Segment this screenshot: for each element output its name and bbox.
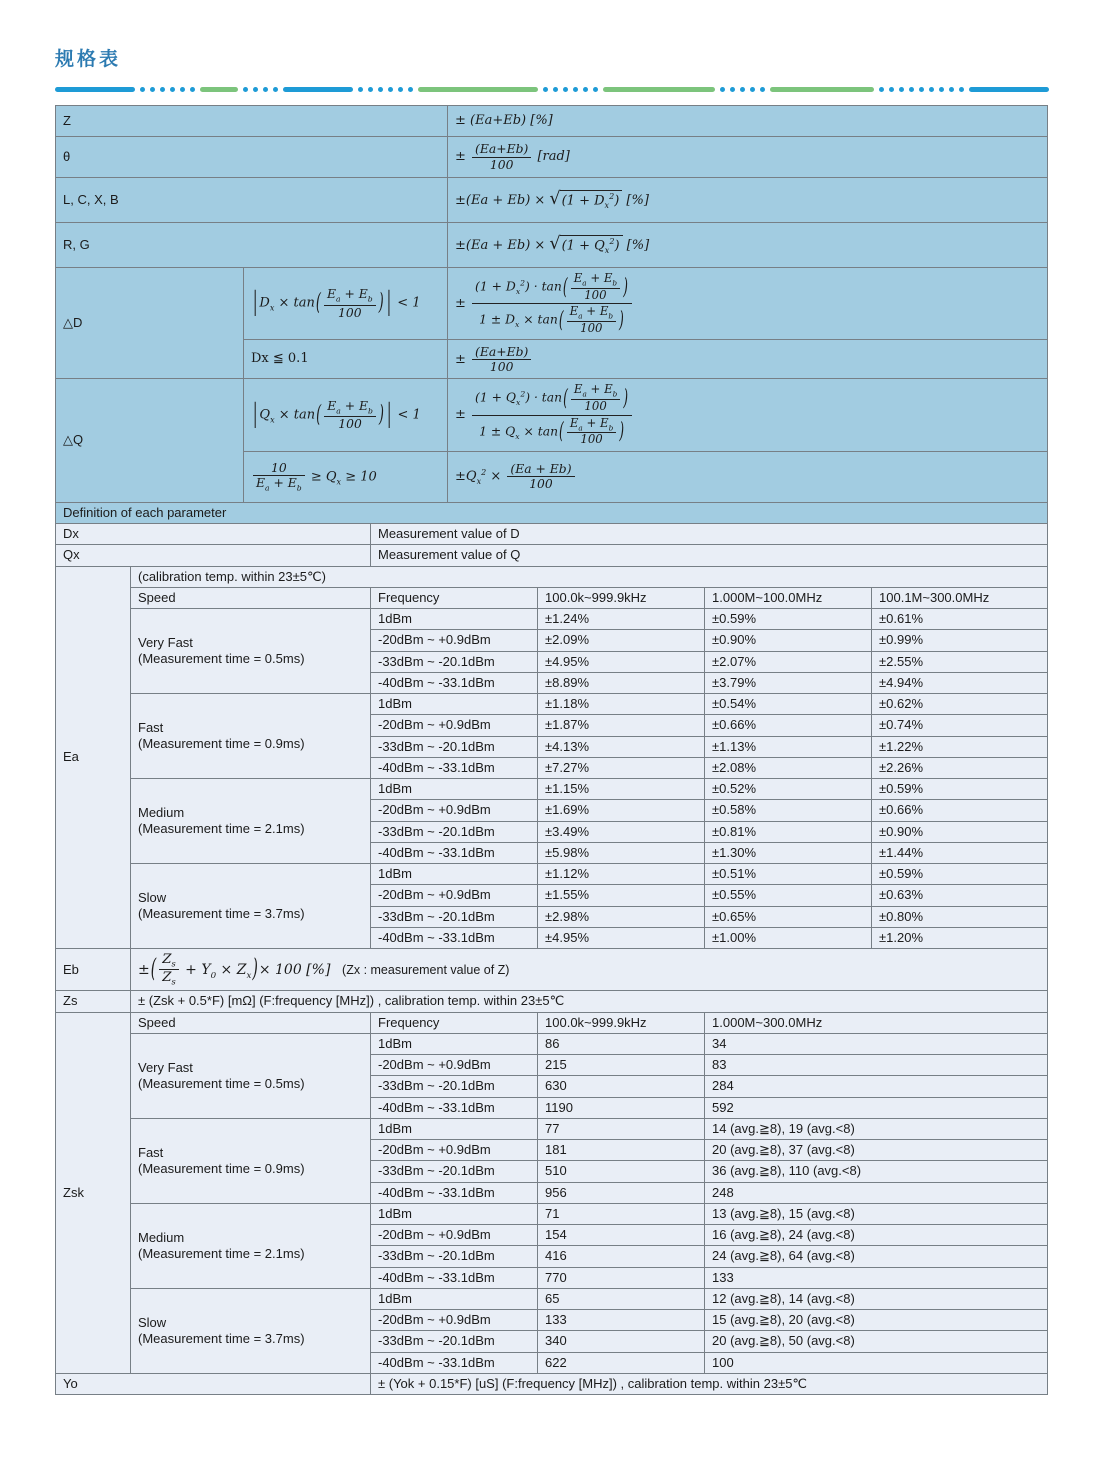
divider-dot — [263, 87, 268, 92]
level-cell: -20dBm ~ +0.9dBm — [371, 715, 538, 736]
formula-cell — [131, 949, 1048, 991]
divider-dot — [388, 87, 393, 92]
divider-dot — [398, 87, 403, 92]
speed-cell — [131, 1203, 371, 1288]
value-cell: 133 — [705, 1267, 1048, 1288]
value-cell: ±0.90% — [705, 630, 872, 651]
value-cell: ±0.62% — [872, 694, 1048, 715]
divider-dot — [720, 87, 725, 92]
level-cell: -40dBm ~ -33.1dBm — [371, 1097, 538, 1118]
value-cell: 416 — [538, 1246, 705, 1267]
column-header: 100.1M~300.0MHz — [872, 587, 1048, 608]
value-cell: 770 — [538, 1267, 705, 1288]
param-label: Eb — [56, 949, 131, 991]
ea-header-row — [56, 587, 1048, 608]
ea-section — [56, 566, 1048, 949]
term-cell: Dx — [56, 524, 371, 545]
eb-formula: ±( $\frac{Z_s}{Z_s}$ + $Y_0 \times Z_x)\times 100$ [%] — [138, 952, 331, 987]
description-cell: Measurement value of D — [371, 524, 1048, 545]
zsk-header-row — [56, 1012, 1048, 1033]
measurement-time: (Measurement time = 0.5ms) — [138, 651, 305, 666]
value-cell: ±0.59% — [872, 864, 1048, 885]
value-cell: ±3.49% — [538, 821, 705, 842]
value-cell: ±4.95% — [538, 651, 705, 672]
value-cell: 20 (avg.≧8), 50 (avg.<8) — [705, 1331, 1048, 1352]
measurement-time: (Measurement time = 3.7ms) — [138, 1330, 305, 1346]
value-cell: ±1.00% — [705, 927, 872, 948]
level-cell: 1dBm — [371, 694, 538, 715]
value-cell: ±1.13% — [705, 736, 872, 757]
param-label: △D — [56, 268, 244, 379]
speed-cell — [131, 1288, 371, 1373]
value-cell: 340 — [538, 1331, 705, 1352]
value-cell: ±0.63% — [872, 885, 1048, 906]
param-formula: ±(Ea + Eb) × √ $(1 + Q_x^2)$ [%] — [448, 223, 1048, 268]
level-cell: 1dBm — [371, 1288, 538, 1309]
value-cell: ±1.55% — [538, 885, 705, 906]
param-label: Z — [56, 106, 448, 137]
yo-row — [56, 1373, 1048, 1394]
level-cell: -40dBm ~ -33.1dBm — [371, 1267, 538, 1288]
divider-dot — [543, 87, 548, 92]
value-cell: 100 — [705, 1352, 1048, 1373]
measurement-time: (Measurement time = 0.9ms) — [138, 1160, 305, 1176]
ea-calibration-row — [56, 566, 1048, 587]
speed-name: Very Fast — [138, 634, 193, 650]
value-cell: ±4.13% — [538, 736, 705, 757]
value-cell: 15 (avg.≧8), 20 (avg.<8) — [705, 1310, 1048, 1331]
value-cell: ±1.20% — [872, 927, 1048, 948]
level-cell: -20dBm ~ +0.9dBm — [371, 1310, 538, 1331]
value-cell: 24 (avg.≧8), 64 (avg.<8) — [705, 1246, 1048, 1267]
divider-dot — [959, 87, 964, 92]
value-cell: 622 — [538, 1352, 705, 1373]
level-cell: 1dBm — [371, 1118, 538, 1139]
column-header: 1.000M~300.0MHz — [705, 1012, 1048, 1033]
value-cell: ±0.99% — [872, 630, 1048, 651]
param-row-lcxb — [56, 178, 1048, 223]
value-cell: ±1.15% — [538, 779, 705, 800]
zs-definition: ± (Zsk + 0.5*F) [mΩ] (F:frequency [MHz]) , calibration temp. within 23±5℃ — [131, 991, 1048, 1012]
section-label: Ea — [56, 566, 131, 949]
value-cell: ±2.98% — [538, 906, 705, 927]
divider-dot — [919, 87, 924, 92]
definition-row-dx — [56, 524, 1048, 545]
param-label: Zs — [56, 991, 131, 1012]
data-row — [56, 694, 1048, 715]
divider-dash — [55, 87, 135, 92]
divider-dot — [730, 87, 735, 92]
value-cell: ±2.07% — [705, 651, 872, 672]
value-cell: ±7.27% — [538, 757, 705, 778]
level-cell: -33dBm ~ -20.1dBm — [371, 736, 538, 757]
data-row — [56, 779, 1048, 800]
divider-dash — [418, 87, 538, 92]
level-cell: -20dBm ~ +0.9dBm — [371, 885, 538, 906]
level-cell: 1dBm — [371, 1033, 538, 1054]
param-label: Yo — [56, 1373, 371, 1394]
data-row — [56, 609, 1048, 630]
speed-cell — [131, 1118, 371, 1203]
column-header: Speed — [131, 1012, 371, 1033]
value-cell: ±0.66% — [872, 800, 1048, 821]
divider-dot — [939, 87, 944, 92]
value-cell: ±0.55% — [705, 885, 872, 906]
speed-name: Fast — [138, 1144, 164, 1160]
divider-dot — [899, 87, 904, 92]
calibration-note: (calibration temp. within 23±5℃) — [131, 566, 1048, 587]
divider-dot — [160, 87, 165, 92]
level-cell: -20dBm ~ +0.9dBm — [371, 1225, 538, 1246]
level-cell: -40dBm ~ -33.1dBm — [371, 1352, 538, 1373]
condition-cell: $\frac{10}{E_a + E_b}$ ≥ $Q_x \ge 10$ — [244, 451, 448, 502]
data-row — [56, 1203, 1048, 1224]
level-cell: -33dBm ~ -20.1dBm — [371, 651, 538, 672]
delta-d-case-1-row — [56, 268, 1048, 340]
delta-q-case-1-row — [56, 379, 1048, 451]
zsk-section — [56, 1012, 1048, 1373]
divider-dot — [879, 87, 884, 92]
divider-dot — [563, 87, 568, 92]
divider-dot — [358, 87, 363, 92]
value-cell: ±0.65% — [705, 906, 872, 927]
param-row-theta — [56, 137, 1048, 178]
speed-name: Medium — [138, 804, 185, 820]
level-cell: -40dBm ~ -33.1dBm — [371, 842, 538, 863]
zs-row — [56, 991, 1048, 1012]
level-cell: 1dBm — [371, 1203, 538, 1224]
definition-row-qx — [56, 545, 1048, 566]
value-cell: 133 — [538, 1310, 705, 1331]
level-cell: -20dBm ~ +0.9dBm — [371, 1055, 538, 1076]
value-cell: ±0.51% — [705, 864, 872, 885]
level-cell: -40dBm ~ -33.1dBm — [371, 1182, 538, 1203]
level-cell: 1dBm — [371, 609, 538, 630]
value-cell: 16 (avg.≧8), 24 (avg.<8) — [705, 1225, 1048, 1246]
value-cell: ±1.30% — [705, 842, 872, 863]
divider-dot — [760, 87, 765, 92]
param-label: L, C, X, B — [56, 178, 448, 223]
divider-dot — [583, 87, 588, 92]
divider-dot — [190, 87, 195, 92]
definition-header-row — [56, 502, 1048, 523]
speed-cell — [131, 694, 371, 779]
decorative-divider — [55, 86, 1056, 93]
value-cell: ±8.89% — [538, 672, 705, 693]
value-cell: ±4.94% — [872, 672, 1048, 693]
condition-cell: | $Q_x \times \tan$( $\frac{E_a + E_b}{100}$ ) | < 1 — [244, 379, 448, 451]
param-formula: ± $\frac{(Ea+Eb)}{100}$ [rad] — [448, 137, 1048, 178]
level-cell: -33dBm ~ -20.1dBm — [371, 1331, 538, 1352]
divider-dot — [408, 87, 413, 92]
value-cell: 215 — [538, 1055, 705, 1076]
data-row — [56, 1288, 1048, 1309]
value-cell: ±0.58% — [705, 800, 872, 821]
formula-cell: ± $(1 + Q_x^2) \cdot \tan$( $\frac{E_a + E_b}{100}$ ) $1 \pm Q_x \times \tan$( $\frac{E_a + E_b}{100}$ ) — [448, 379, 1048, 451]
speed-name: Fast — [138, 719, 164, 735]
speed-name: Medium — [138, 1229, 185, 1245]
divider-dash — [283, 87, 353, 92]
speed-cell — [131, 779, 371, 864]
param-label: △Q — [56, 379, 244, 502]
value-cell: 71 — [538, 1203, 705, 1224]
value-cell: ±3.79% — [705, 672, 872, 693]
level-cell: -33dBm ~ -20.1dBm — [371, 821, 538, 842]
divider-dot — [180, 87, 185, 92]
column-header: Frequency — [371, 1012, 538, 1033]
speed-name: Slow — [138, 889, 167, 905]
column-header: Frequency — [371, 587, 538, 608]
divider-dot — [909, 87, 914, 92]
level-cell: -40dBm ~ -33.1dBm — [371, 672, 538, 693]
value-cell: ±0.90% — [872, 821, 1048, 842]
value-cell: ±2.26% — [872, 757, 1048, 778]
value-cell: 20 (avg.≧8), 37 (avg.<8) — [705, 1140, 1048, 1161]
param-label: θ — [56, 137, 448, 178]
formula-cell: ± $(1 + D_x^2) \cdot \tan$( $\frac{E_a + E_b}{100}$ ) $1 \pm D_x \times \tan$( $\frac{E_a + E_b}{100}$ ) — [448, 268, 1048, 340]
speed-cell — [131, 864, 371, 949]
param-row-rg — [56, 223, 1048, 268]
value-cell: 13 (avg.≧8), 15 (avg.<8) — [705, 1203, 1048, 1224]
value-cell: ±1.87% — [538, 715, 705, 736]
level-cell: -33dBm ~ -20.1dBm — [371, 906, 538, 927]
divider-dot — [573, 87, 578, 92]
value-cell: ±0.80% — [872, 906, 1048, 927]
value-cell: ±0.81% — [705, 821, 872, 842]
divider-dot — [889, 87, 894, 92]
param-row-z — [56, 106, 1048, 137]
divider-dot — [273, 87, 278, 92]
speed-name: Very Fast — [138, 1059, 193, 1075]
yo-section — [56, 1373, 1048, 1394]
eb-formula-note: (Zx : measurement value of Z) — [342, 962, 510, 977]
description-cell: Measurement value of Q — [371, 545, 1048, 566]
value-cell: ±1.44% — [872, 842, 1048, 863]
speed-cell — [131, 1033, 371, 1118]
value-cell: ±2.55% — [872, 651, 1048, 672]
value-cell: 83 — [705, 1055, 1048, 1076]
divider-dot — [750, 87, 755, 92]
value-cell: 1190 — [538, 1097, 705, 1118]
param-formula: ± (Ea+Eb) [%] — [448, 106, 1048, 137]
column-header: 1.000M~100.0MHz — [705, 587, 872, 608]
value-cell: ±1.24% — [538, 609, 705, 630]
value-cell: ±1.18% — [538, 694, 705, 715]
eb-row — [56, 949, 1048, 991]
value-cell: 36 (avg.≧8), 110 (avg.<8) — [705, 1161, 1048, 1182]
divider-dash — [969, 87, 1049, 92]
formula-section — [56, 106, 1048, 524]
value-cell: ±0.52% — [705, 779, 872, 800]
condition-cell: | $D_x \times \tan$( $\frac{E_a + E_b}{100}$ ) | < 1 — [244, 268, 448, 340]
divider-dash — [200, 87, 238, 92]
speed-cell — [131, 609, 371, 694]
value-cell: ±1.69% — [538, 800, 705, 821]
level-cell: -20dBm ~ +0.9dBm — [371, 630, 538, 651]
level-cell: 1dBm — [371, 779, 538, 800]
condition-cell: Dx ≦ 0.1 — [244, 340, 448, 379]
level-cell: 1dBm — [371, 864, 538, 885]
level-cell: -40dBm ~ -33.1dBm — [371, 757, 538, 778]
divider-dot — [368, 87, 373, 92]
column-header: Speed — [131, 587, 371, 608]
param-label: R, G — [56, 223, 448, 268]
divider-dash — [770, 87, 874, 92]
value-cell: ±1.22% — [872, 736, 1048, 757]
value-cell: 34 — [705, 1033, 1048, 1054]
value-cell: 14 (avg.≧8), 19 (avg.<8) — [705, 1118, 1048, 1139]
value-cell: ±5.98% — [538, 842, 705, 863]
value-cell: ±0.66% — [705, 715, 872, 736]
divider-dot — [253, 87, 258, 92]
divider-dot — [140, 87, 145, 92]
column-header: 100.0k~999.9kHz — [538, 1012, 705, 1033]
param-formula: ±(Ea + Eb) × √ $(1 + D_x^2)$ [%] — [448, 178, 1048, 223]
measurement-time: (Measurement time = 0.9ms) — [138, 736, 305, 751]
value-cell: 284 — [705, 1076, 1048, 1097]
measurement-time: (Measurement time = 2.1ms) — [138, 1245, 305, 1261]
speed-name: Slow — [138, 1314, 167, 1330]
divider-dot — [170, 87, 175, 92]
formula-cell: $\pm Q_x^2$ × $\frac{(Ea + Eb)}{100}$ — [448, 451, 1048, 502]
page-title: 规格表 — [55, 49, 122, 70]
value-cell: ±0.59% — [705, 609, 872, 630]
yo-definition: ± (Yok + 0.15*F) [uS] (F:frequency [MHz]) , calibration temp. within 23±5℃ — [371, 1373, 1048, 1394]
definition-header: Definition of each parameter — [56, 502, 1048, 523]
level-cell: -33dBm ~ -20.1dBm — [371, 1161, 538, 1182]
data-row — [56, 1118, 1048, 1139]
spec-table — [55, 105, 1048, 1395]
value-cell: 248 — [705, 1182, 1048, 1203]
divider-dash — [603, 87, 715, 92]
divider-dot — [929, 87, 934, 92]
column-header: 100.0k~999.9kHz — [538, 587, 705, 608]
value-cell: ±4.95% — [538, 927, 705, 948]
divider-dot — [243, 87, 248, 92]
value-cell: 77 — [538, 1118, 705, 1139]
formula-cell: ± $\frac{(Ea+Eb)}{100}$ — [448, 340, 1048, 379]
value-cell: 510 — [538, 1161, 705, 1182]
level-cell: -20dBm ~ +0.9dBm — [371, 1140, 538, 1161]
measurement-time: (Measurement time = 2.1ms) — [138, 821, 305, 836]
measurement-time: (Measurement time = 0.5ms) — [138, 1075, 305, 1091]
value-cell: 12 (avg.≧8), 14 (avg.<8) — [705, 1288, 1048, 1309]
data-row — [56, 864, 1048, 885]
section-label: Zsk — [56, 1012, 131, 1373]
divider-dot — [740, 87, 745, 92]
level-cell: -20dBm ~ +0.9dBm — [371, 800, 538, 821]
value-cell: ±2.09% — [538, 630, 705, 651]
level-cell: -40dBm ~ -33.1dBm — [371, 927, 538, 948]
divider-dot — [378, 87, 383, 92]
level-cell: -33dBm ~ -20.1dBm — [371, 1076, 538, 1097]
measurement-time: (Measurement time = 3.7ms) — [138, 906, 305, 921]
term-cell: Qx — [56, 545, 371, 566]
value-cell: ±0.61% — [872, 609, 1048, 630]
level-cell: -33dBm ~ -20.1dBm — [371, 1246, 538, 1267]
value-cell: 154 — [538, 1225, 705, 1246]
value-cell: 65 — [538, 1288, 705, 1309]
value-cell: 630 — [538, 1076, 705, 1097]
value-cell: 181 — [538, 1140, 705, 1161]
value-cell: ±2.08% — [705, 757, 872, 778]
value-cell: ±0.59% — [872, 779, 1048, 800]
eb-zs-section — [56, 949, 1048, 1013]
divider-dot — [949, 87, 954, 92]
value-cell: 956 — [538, 1182, 705, 1203]
data-row — [56, 1033, 1048, 1054]
divider-dot — [553, 87, 558, 92]
value-cell: ±0.74% — [872, 715, 1048, 736]
definition-items — [56, 524, 1048, 567]
divider-dot — [593, 87, 598, 92]
divider-dot — [150, 87, 155, 92]
value-cell: 592 — [705, 1097, 1048, 1118]
value-cell: 86 — [538, 1033, 705, 1054]
value-cell: ±1.12% — [538, 864, 705, 885]
value-cell: ±0.54% — [705, 694, 872, 715]
